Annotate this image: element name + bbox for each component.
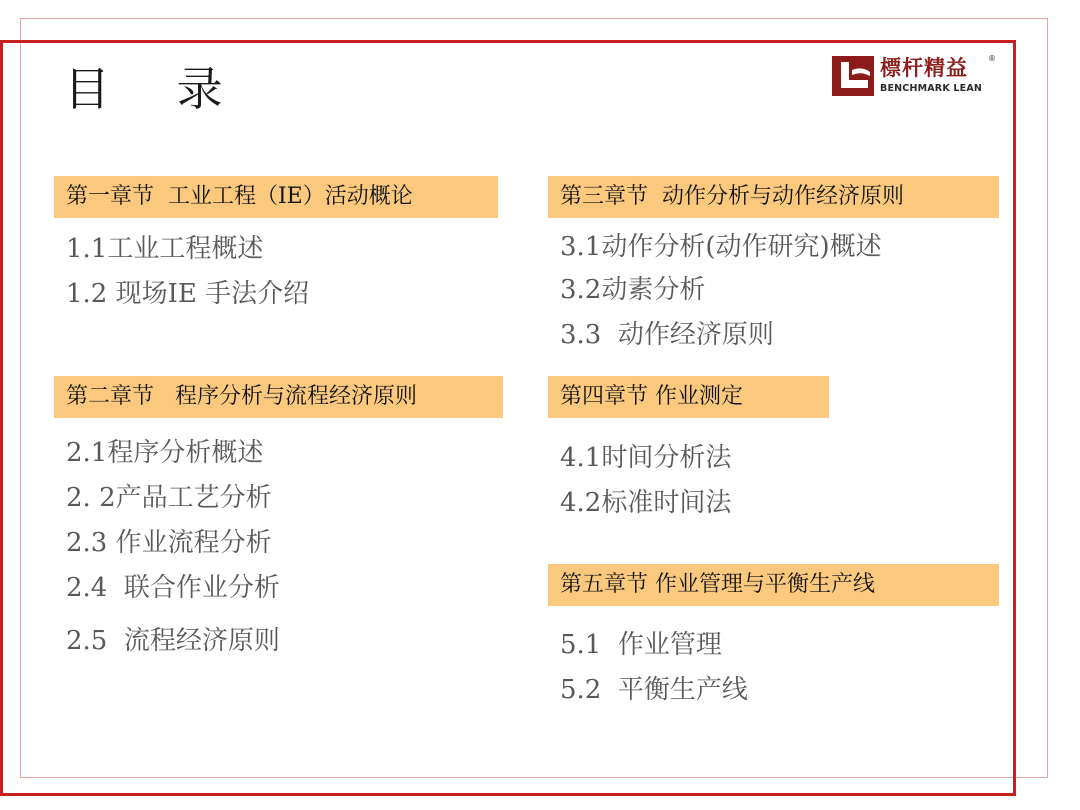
toc-item-4-2: 4.2标准时间法 [560,488,732,518]
outer-frame-border [0,40,1016,796]
chapter-heading-2: 第二章节 程序分析与流程经济原则 [54,376,503,418]
toc-item-3-1: 3.1动作分析(动作研究)概述 [560,232,882,262]
toc-item-3-2: 3.2动素分析 [560,275,706,305]
toc-item-5-2: 5.2 平衡生产线 [560,675,748,705]
brand-logo [832,56,1002,100]
chapter-heading-4: 第四章节 作业测定 [548,376,829,418]
toc-item-2-2: 2. 2产品工艺分析 [66,483,272,513]
toc-item-2-4: 2.4 联合作业分析 [66,573,280,603]
chapter-heading-5: 第五章节 作业管理与平衡生产线 [548,564,999,606]
toc-item-1-2: 1.2 现场IE 手法介绍 [66,279,310,309]
chapter-heading-3: 第三章节 动作分析与动作经济原则 [548,176,999,218]
toc-item-2-5: 2.5 流程经济原则 [66,626,280,656]
toc-item-5-1: 5.1 作业管理 [560,630,722,660]
toc-item-2-1: 2.1程序分析概述 [66,438,264,468]
toc-item-4-1: 4.1时间分析法 [560,443,732,473]
benchmark-lean-logo-icon [832,56,874,96]
toc-item-1-1: 1.1工业工程概述 [66,234,264,264]
registered-mark: ® [988,54,996,63]
brand-name-en: BENCHMARK LEAN [880,83,983,94]
toc-item-2-3: 2.3 作业流程分析 [66,528,272,558]
page-title: 目 录 [64,62,249,116]
brand-name-cn: 標杆精益 [880,56,968,80]
toc-item-3-3: 3.3 动作经济原则 [560,320,774,350]
chapter-heading-1: 第一章节 工业工程（IE）活动概论 [54,176,498,218]
